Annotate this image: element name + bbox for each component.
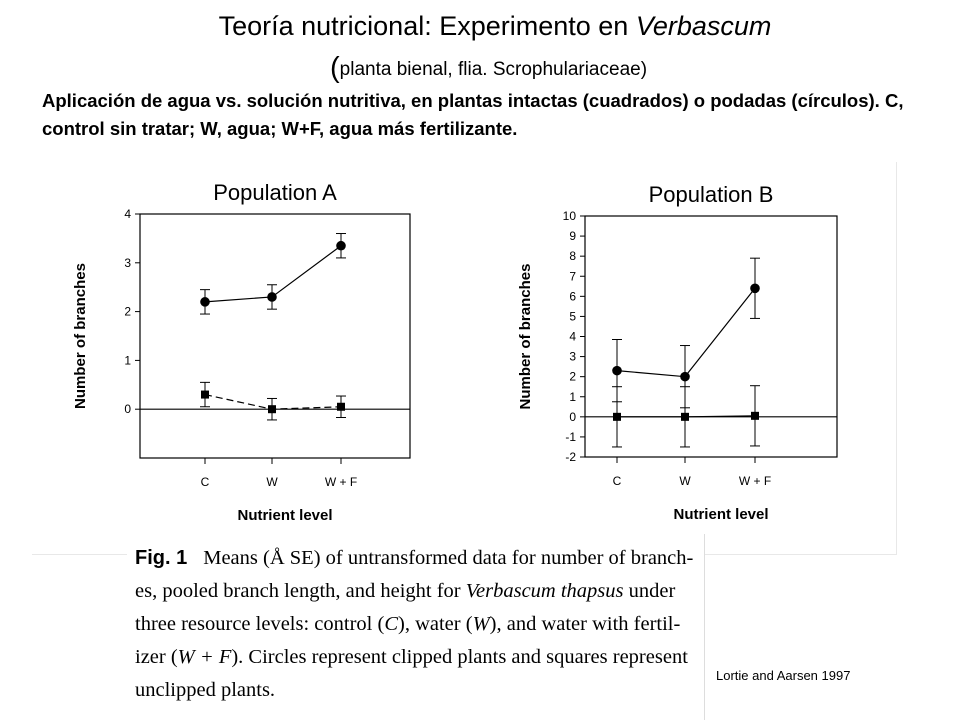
chart-a-circle-series-point-0 (200, 297, 210, 307)
chart-a-square-series-point-0 (201, 391, 209, 399)
caption-fig-label: Fig. 1 (135, 547, 188, 569)
chart-a-ytick-label-3: 3 (124, 255, 131, 270)
slide-subtitle (330, 46, 647, 92)
chart-b-xtick-label-2: W + F (738, 474, 772, 488)
chart-b-xtick-label-0: C (612, 474, 622, 488)
chart-b-ytick-label-12: 10 (562, 209, 576, 223)
chart-b-ytick-label-0: -2 (565, 450, 576, 464)
chart-b-square-series-point-1 (681, 413, 689, 421)
caption-w: W (472, 613, 490, 635)
chart-b-ytick-label-4: 2 (569, 369, 576, 384)
chart-a-ytick-label-1: 1 (124, 353, 131, 368)
chart-b-circle-series-line (617, 288, 755, 376)
chart-a-circle-series-point-2 (336, 241, 346, 251)
chart-b-ytick-label-11: 9 (569, 229, 576, 244)
subtitle-text: planta bienal, flia. Scrophulariaceae) (339, 59, 648, 80)
caption-part-1: Means (Å SE) of untransformed data for number of branch-es, pooled branch length, and height for (135, 547, 694, 602)
chart-b-title: Population B (648, 182, 774, 207)
chart-b-ytick-label-2: 0 (569, 409, 576, 424)
chart-a-xtick-label-2: W + F (324, 475, 358, 489)
chart-b-circle-series-point-0 (612, 366, 622, 376)
chart-a-ytick-label-0: 0 (124, 402, 131, 417)
credit-text: Lortie and Aarsen 1997 (716, 668, 851, 683)
chart-a-square-series-point-2 (337, 403, 345, 411)
caption-part-4: ), and water with fertil-izer ( (135, 613, 681, 668)
slide-description: Aplicación de agua vs. solución nutritiva, en plantas intactas (cuadrados) o podadas (círculos). C, control sin tratar; W, agua; W+F, agua más fertilizante. (42, 90, 904, 139)
caption-species: Verbascum thapsus (465, 580, 624, 602)
chart-population-b (492, 162, 896, 554)
chart-b-circle-series-point-2 (750, 284, 760, 294)
caption-wf: W + F (177, 646, 232, 668)
chart-a-xtick-label-0: C (200, 475, 210, 489)
chart-b-ytick-label-3: 1 (569, 389, 576, 404)
chart-b-x-axis-label: Nutrient level (673, 506, 769, 523)
slide-title-genus: Verbascum (635, 11, 772, 41)
subtitle-open-paren: ( (330, 52, 340, 84)
caption-part-3: ), water ( (398, 613, 473, 635)
chart-b-ytick-label-10: 8 (569, 249, 576, 264)
chart-b-plot-frame (585, 216, 837, 457)
caption-c: C (384, 613, 398, 635)
chart-a-ytick-label-2: 2 (124, 304, 131, 319)
chart-a-ytick-label-4: 4 (124, 207, 131, 221)
chart-a-xtick-label-1: W (266, 475, 278, 489)
chart-b-ytick-label-6: 4 (569, 329, 576, 344)
chart-b-square-series-point-0 (613, 413, 621, 421)
chart-b-y-axis-label: Number of branches (517, 263, 534, 410)
chart-a-title: Population A (213, 180, 337, 205)
figure-caption (127, 534, 705, 720)
chart-a-plot-frame (140, 214, 410, 458)
chart-b-square-series-point-2 (751, 412, 759, 420)
caption-part-2: under three resource levels: control ( (135, 580, 676, 635)
chart-b-xtick-label-1: W (679, 474, 691, 488)
chart-b-ytick-label-7: 5 (569, 309, 576, 324)
chart-population-a (32, 162, 492, 554)
figure-panel (32, 162, 897, 555)
chart-a-square-series-point-1 (268, 405, 276, 413)
chart-a-circle-series-point-1 (267, 292, 277, 302)
chart-a-x-axis-label: Nutrient level (237, 507, 333, 524)
chart-b-ytick-label-5: 3 (569, 349, 576, 364)
chart-a-y-axis-label: Number of branches (72, 263, 89, 409)
caption-part-5: ). Circles represent clipped plants and squares represent unclipped plants. (135, 646, 688, 701)
slide-title-prefix: Teoría nutricional: Experimento en (218, 11, 636, 41)
chart-b-ytick-label-9: 7 (569, 269, 576, 284)
chart-b-ytick-label-1: -1 (565, 429, 576, 444)
chart-b-ytick-label-8: 6 (569, 289, 576, 304)
slide-title (0, 10, 960, 42)
chart-b-circle-series-point-1 (680, 372, 690, 382)
